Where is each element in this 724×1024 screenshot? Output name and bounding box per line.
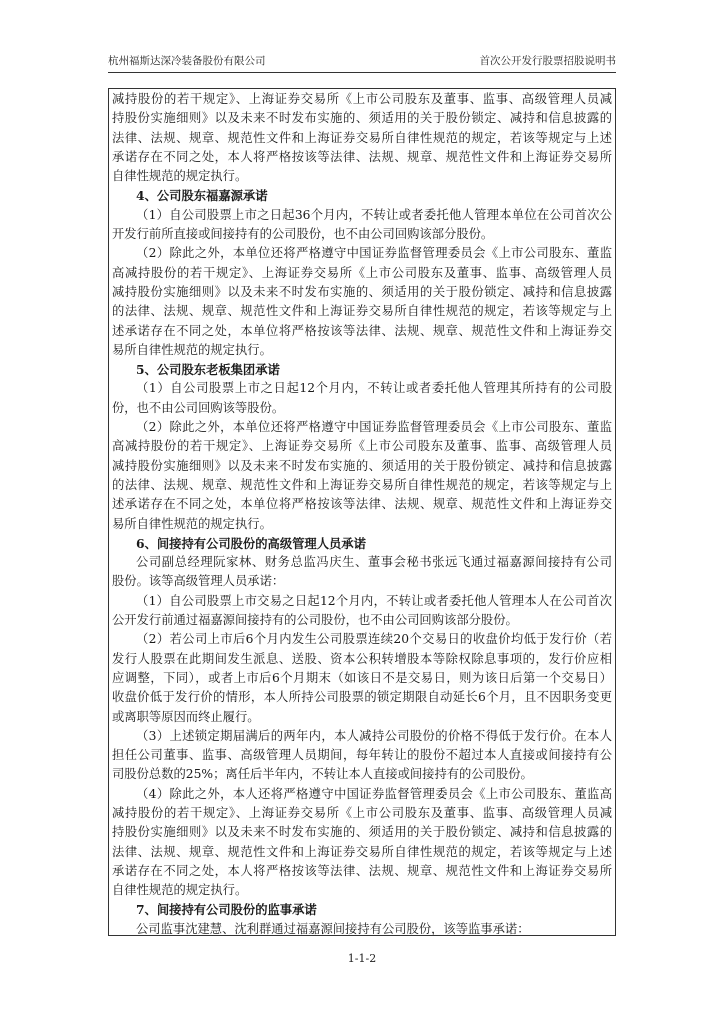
text-line: 股份。该等高级管理人员承诺：: [112, 574, 285, 589]
document-body: [108, 88, 616, 936]
text-line: 法律、法规、规章、规范性文件和上海证券交易所自律性规范的规定，若该等规定与上述: [112, 844, 612, 859]
text-line: 收盘价低于发行价的情形，本人所持公司股票的锁定期限自动延长6个月，且不因职务变更: [112, 690, 612, 705]
text-line: 法律、法规、规章、规范性文件和上海证券交易所自律性规范的规定，若该等规定与上述: [112, 130, 612, 145]
section-heading: 4、公司股东福嘉源承诺: [136, 188, 268, 204]
text-line: 减持股份的若干规定》、上海证券交易所《上市公司股东及董事、监事、高级管理人员减: [112, 92, 612, 106]
company-name: 杭州福斯达深冷装备股份有限公司: [108, 55, 266, 67]
text-line: 易所自律性规范的规定执行。: [112, 342, 272, 357]
text-line: 公司监事沈建慧、沈利群通过福嘉源间接持有公司股份，该等监事承诺：: [136, 921, 530, 936]
text-line: 述承诺存在不同之处，本单位将严格按该等法律、法规、规章、规范性文件和上海证券交: [112, 497, 612, 512]
page-header: [108, 53, 616, 69]
text-line: 公司副总经理阮家林、财务总监冯庆生、董事会秘书张远飞通过福嘉源间接持有公司: [136, 555, 612, 570]
text-line: （2）除此之外，本单位还将严格遵守中国证券监督管理委员会《上市公司股东、董监: [136, 420, 612, 435]
text-line: 发行人股票在此期间发生派息、送股、资本公积转增股本等除权除息事项的，发行价应相: [112, 651, 612, 666]
text-line: 司股份总数的25%；离任后半年内，不转让本人直接或间接持有的公司股份。: [112, 767, 533, 782]
text-line: 高减持股份的若干规定》、上海证券交易所《上市公司股东及董事、监事、高级管理人员: [112, 265, 612, 280]
text-line: 承诺存在不同之处，本人将严格按该等法律、法规、规章、规范性文件和上海证券交易所: [112, 863, 612, 878]
text-line: 承诺存在不同之处，本人将严格按该等法律、法规、规章、规范性文件和上海证券交易所: [112, 149, 612, 164]
text-line: （1）自公司股票上市交易之日起12个月内，不转让或者委托他人管理本人在公司首次: [136, 593, 612, 608]
text-line: 自律性规范的规定执行。: [112, 169, 248, 184]
text-line: （1）自公司股票上市之日起12个月内，不转让或者委托他人管理其所持有的公司股: [136, 381, 612, 396]
text-line: 或离职等原因而终止履行。: [112, 709, 260, 724]
text-line: 担任公司董事、监事、高级管理人员期间，每年转让的股份不超过本人直接或间接持有公: [112, 748, 612, 763]
text-line: 份，也不由公司回购该等股份。: [112, 400, 285, 415]
text-line: 减持股份的若干规定》、上海证券交易所《上市公司股东及董事、监事、高级管理人员减: [112, 805, 612, 820]
text-line: （4）除此之外，本人还将严格遵守中国证券监督管理委员会《上市公司股东、董监高: [136, 786, 612, 801]
text-line: 持股份实施细则》以及未来不时发布实施的、须适用的关于股份锁定、减持和信息披露的: [112, 111, 612, 126]
text-line: 减持股份实施细则》以及未来不时发布实施的、须适用的关于股份锁定、减持和信息披露: [112, 284, 612, 299]
section-heading: 7、间接持有公司股份的监事承诺: [136, 902, 317, 918]
section-heading: 5、公司股东老板集团承诺: [136, 362, 280, 378]
section-heading: 6、间接持有公司股份的高级管理人员承诺: [136, 535, 366, 551]
text-line: 易所自律性规范的规定执行。: [112, 516, 272, 531]
text-line: 减持股份实施细则》以及未来不时发布实施的、须适用的关于股份锁定、减持和信息披露: [112, 458, 612, 473]
page-number: 1-1-2: [347, 952, 377, 965]
text-line: 持股份实施细则》以及未来不时发布实施的、须适用的关于股份锁定、减持和信息披露的: [112, 825, 612, 840]
text-line: （2）除此之外，本单位还将严格遵守中国证券监督管理委员会《上市公司股东、董监: [136, 246, 612, 261]
text-line: （3）上述锁定期届满后的两年内，本人减持公司股份的价格不得低于发行价。在本人: [136, 728, 612, 743]
text-line: 的法律、法规、规章、规范性文件和上海证券交易所自律性规范的规定，若该等规定与上: [112, 304, 612, 319]
text-line: 公开发行前通过福嘉源间接持有的公司股份，也不由公司回购该部分股份。: [112, 613, 518, 628]
header-divider: [108, 72, 616, 73]
text-line: 开发行前所直接或间接持有的公司股份，也不由公司回购该部分股份。: [112, 227, 494, 242]
text-line: 高减持股份的若干规定》、上海证券交易所《上市公司股东及董事、监事、高级管理人员: [112, 439, 612, 454]
text-line: 的法律、法规、规章、规范性文件和上海证券交易所自律性规范的规定，若该等规定与上: [112, 477, 612, 492]
text-line: 述承诺存在不同之处，本单位将严格按该等法律、法规、规章、规范性文件和上海证券交: [112, 323, 612, 338]
text-line: 应调整，下同），或者上市后6个月期末（如该日不是交易日，则为该日后第一个交易日）: [112, 670, 612, 685]
document-title: 首次公开发行股票招股说明书: [479, 55, 616, 67]
text-line: （2）若公司上市后6个月内发生公司股票连续20个交易日的收盘价均低于发行价（若: [136, 632, 612, 647]
text-line: 自律性规范的规定执行。: [112, 883, 248, 898]
text-line: （1）自公司股票上市之日起36个月内，不转让或者委托他人管理本单位在公司首次公: [136, 207, 612, 222]
